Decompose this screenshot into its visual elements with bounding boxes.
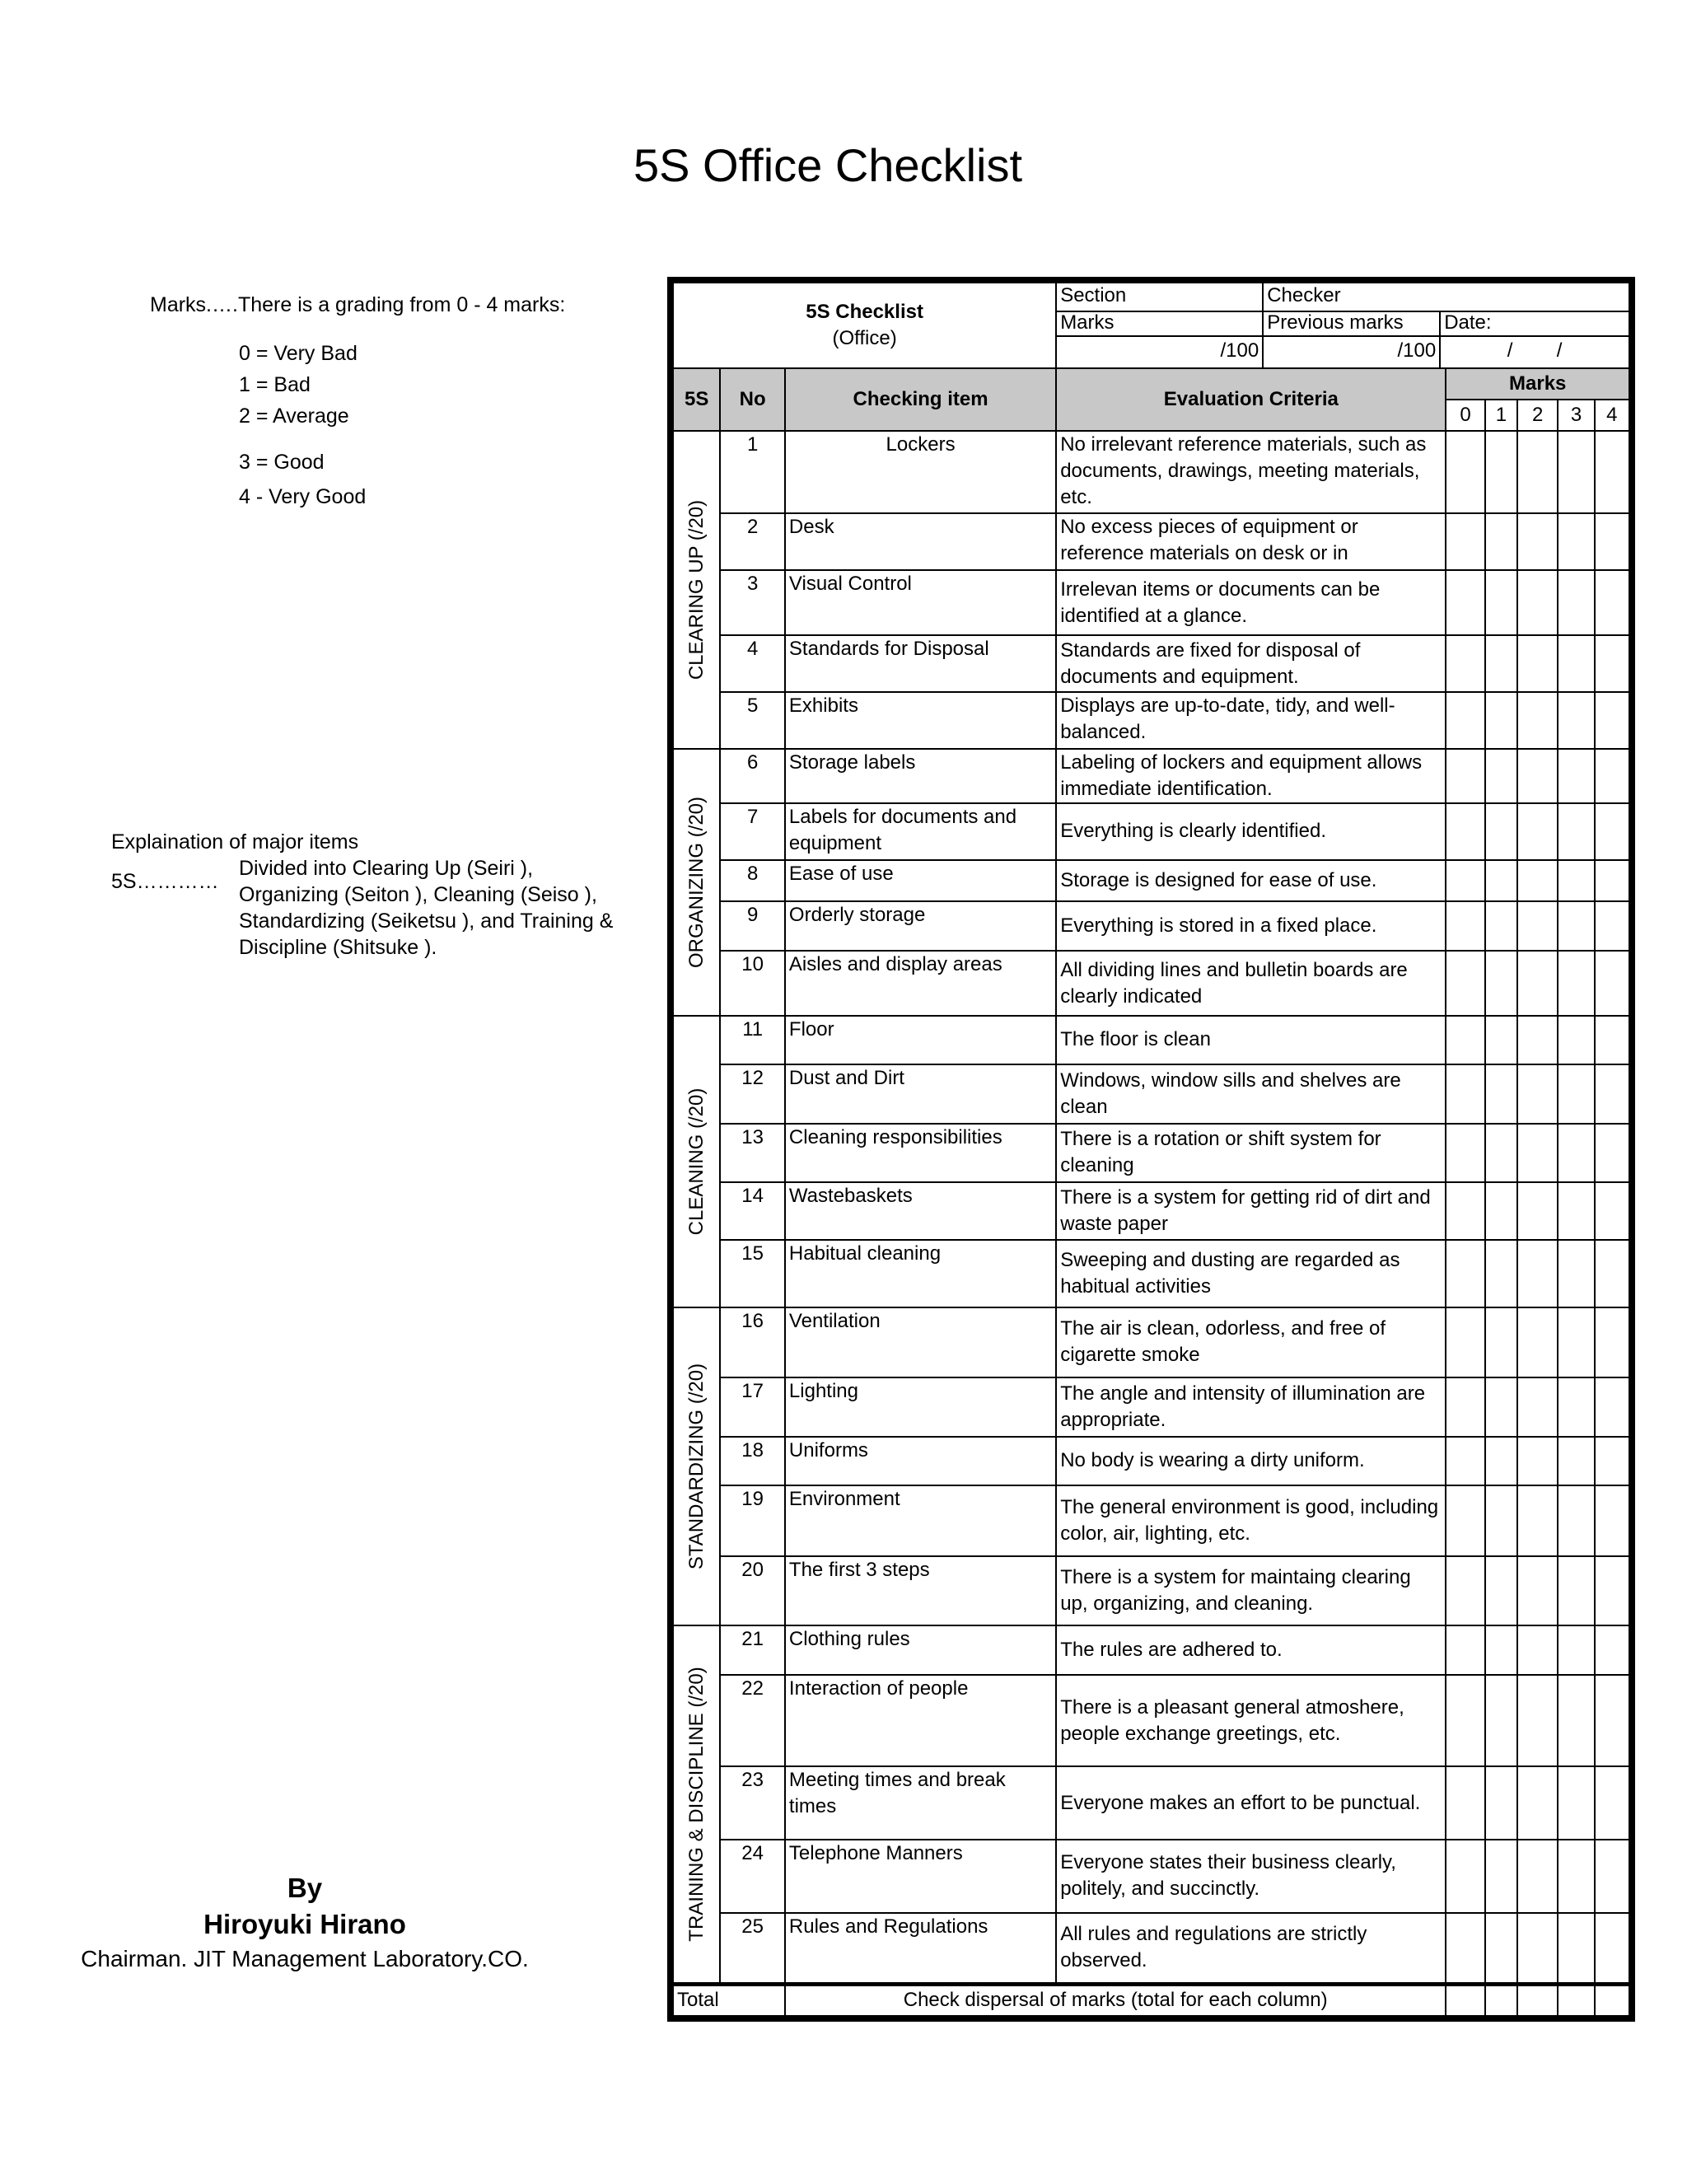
explanation-label: 5S………… xyxy=(111,870,219,893)
mark-cell-2[interactable] xyxy=(1517,1913,1558,1985)
previous-marks-value: /100 xyxy=(1263,336,1440,367)
checking-item: Ease of use xyxy=(785,860,1056,901)
mark-cell-2[interactable] xyxy=(1517,692,1558,749)
mark-cell-1[interactable] xyxy=(1485,1064,1517,1125)
marks-heading: Marks.….There is a grading from 0 - 4 marks: xyxy=(150,293,566,316)
mark-cell-4[interactable] xyxy=(1595,1437,1629,1485)
mark-cell-4[interactable] xyxy=(1595,1840,1629,1913)
checking-item-header: Checking item xyxy=(785,368,1056,432)
item-number: 17 xyxy=(720,1377,785,1438)
mark-cell-0[interactable] xyxy=(1446,635,1484,692)
mark-cell-4[interactable] xyxy=(1595,635,1629,692)
checklist-sheet xyxy=(667,277,1635,2022)
mark-cell-3[interactable] xyxy=(1558,1016,1594,1064)
evaluation-criteria: Everyone makes an effort to be punctual. xyxy=(1056,1766,1446,1840)
checklist-row xyxy=(673,1913,1629,1985)
evaluation-criteria: Storage is designed for ease of use. xyxy=(1056,860,1446,901)
box-subtitle: (Office) xyxy=(832,326,897,349)
checking-item: Uniforms xyxy=(785,1437,1056,1485)
author-byline xyxy=(49,1870,560,1976)
checklist-row xyxy=(673,1485,1629,1557)
box-title-cell xyxy=(673,283,1056,368)
mark-cell-1[interactable] xyxy=(1485,1840,1517,1913)
mark-cell-0[interactable] xyxy=(1446,1124,1484,1182)
evaluation-criteria: Standards are fixed for disposal of documents and equipment. xyxy=(1056,635,1446,692)
mark-cell-1[interactable] xyxy=(1485,1377,1517,1438)
mark-cell-4[interactable] xyxy=(1595,431,1629,513)
mark-cell-3[interactable] xyxy=(1558,1675,1594,1766)
mark-cell-4[interactable] xyxy=(1595,1766,1629,1840)
mark-cell-1[interactable] xyxy=(1485,803,1517,860)
mark-cell-3[interactable] xyxy=(1558,1124,1594,1182)
mark-cell-2[interactable] xyxy=(1517,1840,1558,1913)
marks-value: /100 xyxy=(1057,336,1263,367)
mark-cell-1[interactable] xyxy=(1485,951,1517,1016)
checklist-row xyxy=(673,431,1629,513)
mark-cell-1[interactable] xyxy=(1485,1307,1517,1377)
mark-cell-0[interactable] xyxy=(1446,570,1484,636)
mark-cell-2[interactable] xyxy=(1517,749,1558,804)
mark-cell-1[interactable] xyxy=(1485,1485,1517,1557)
mark-cell-0[interactable] xyxy=(1446,692,1484,749)
byline-by: By xyxy=(287,1873,323,1903)
evaluation-criteria: The floor is clean xyxy=(1056,1016,1446,1064)
mark-cell-4[interactable] xyxy=(1595,749,1629,804)
evaluation-criteria: Sweeping and dusting are regarded as habitual activities xyxy=(1056,1240,1446,1307)
checking-item: Wastebaskets xyxy=(785,1182,1056,1241)
checking-item: The first 3 steps xyxy=(785,1556,1056,1625)
mark-scale-2: 2 xyxy=(1517,400,1558,431)
mark-cell-2[interactable] xyxy=(1517,1556,1558,1625)
mark-cell-2[interactable] xyxy=(1517,431,1558,513)
checking-item: Cleaning responsibilities xyxy=(785,1124,1056,1182)
evaluation-criteria: No irrelevant reference materials, such as documents, drawings, meeting materials, etc. xyxy=(1056,431,1446,513)
mark-cell-0[interactable] xyxy=(1446,1377,1484,1438)
item-number: 11 xyxy=(720,1016,785,1064)
evaluation-criteria: Windows, window sills and shelves are clean xyxy=(1056,1064,1446,1125)
item-number: 7 xyxy=(720,803,785,860)
mark-cell-3[interactable] xyxy=(1558,1625,1594,1675)
mark-cell-3[interactable] xyxy=(1558,860,1594,901)
mark-cell-1[interactable] xyxy=(1485,1437,1517,1485)
mark-cell-4[interactable] xyxy=(1595,951,1629,1016)
explanation-text xyxy=(239,855,613,961)
mark-cell-3[interactable] xyxy=(1558,1485,1594,1557)
mark-cell-2[interactable] xyxy=(1517,1064,1558,1125)
mark-cell-0[interactable] xyxy=(1446,1437,1484,1485)
evaluation-criteria: No excess pieces of equipment or reference materials on desk or in xyxy=(1056,513,1446,570)
mark-cell-1[interactable] xyxy=(1485,1182,1517,1241)
evaluation-criteria: There is a system for getting rid of dirt and waste paper xyxy=(1056,1182,1446,1241)
evaluation-criteria: Labeling of lockers and equipment allows immediate identification. xyxy=(1056,749,1446,804)
mark-cell-2[interactable] xyxy=(1517,901,1558,951)
mark-cell-2[interactable] xyxy=(1517,803,1558,860)
evaluation-criteria: All dividing lines and bulletin boards are clearly indicated xyxy=(1056,951,1446,1016)
mark-cell-1[interactable] xyxy=(1485,1913,1517,1985)
total-label: Total xyxy=(673,1984,785,2016)
mark-cell-0[interactable] xyxy=(1446,1240,1484,1307)
mark-scale-0: 0 xyxy=(1446,400,1484,431)
mark-cell-3[interactable] xyxy=(1558,1556,1594,1625)
checking-item: Storage labels xyxy=(785,749,1056,804)
checking-item: Visual Control xyxy=(785,570,1056,636)
checking-item: Dust and Dirt xyxy=(785,1064,1056,1125)
evaluation-criteria: There is a system for maintaing clearing up, organizing, and cleaning. xyxy=(1056,1556,1446,1625)
item-number: 21 xyxy=(720,1625,785,1675)
mark-cell-0[interactable] xyxy=(1446,1485,1484,1557)
checklist-row xyxy=(673,635,1629,692)
mark-cell-0[interactable] xyxy=(1446,1064,1484,1125)
mark-cell-0[interactable] xyxy=(1446,1840,1484,1913)
scale-2: 2 = Average xyxy=(239,405,349,428)
checking-item: Meeting times and break times xyxy=(785,1766,1056,1840)
checklist-row xyxy=(673,1124,1629,1182)
author-role: Chairman. JIT Management Laboratory.CO. xyxy=(81,1946,529,1971)
mark-cell-1[interactable] xyxy=(1485,692,1517,749)
mark-cell-2[interactable] xyxy=(1517,1307,1558,1377)
item-number: 6 xyxy=(720,749,785,804)
checklist-row xyxy=(673,1240,1629,1307)
checklist-row xyxy=(673,1556,1629,1625)
mark-cell-2[interactable] xyxy=(1517,1016,1558,1064)
mark-cell-0[interactable] xyxy=(1446,1182,1484,1241)
mark-cell-4[interactable] xyxy=(1595,1556,1629,1625)
mark-cell-3[interactable] xyxy=(1558,803,1594,860)
mark-cell-2[interactable] xyxy=(1517,1182,1558,1241)
marks-header: Marks xyxy=(1446,368,1629,400)
date-label: Date: xyxy=(1440,311,1629,336)
checklist-row xyxy=(673,1625,1629,1675)
mark-cell-4[interactable] xyxy=(1595,1240,1629,1307)
mark-cell-2[interactable] xyxy=(1517,513,1558,570)
checking-item: Lighting xyxy=(785,1377,1056,1438)
mark-cell-1[interactable] xyxy=(1485,901,1517,951)
mark-cell-0[interactable] xyxy=(1446,749,1484,804)
mark-cell-0[interactable] xyxy=(1446,901,1484,951)
marks-scale xyxy=(239,338,366,512)
checking-item: Ventilation xyxy=(785,1307,1056,1377)
checking-item: Labels for documents and equipment xyxy=(785,803,1056,860)
mark-cell-1[interactable] xyxy=(1485,1675,1517,1766)
section-label: Section xyxy=(1057,283,1263,311)
category-1 xyxy=(673,431,720,748)
item-number: 25 xyxy=(720,1913,785,1985)
explanation-line: Discipline (Shitsuke ). xyxy=(239,936,437,959)
mark-cell-4[interactable] xyxy=(1595,1913,1629,1985)
mark-cell-4[interactable] xyxy=(1595,901,1629,951)
mark-cell-3[interactable] xyxy=(1558,635,1594,692)
mark-cell-4[interactable] xyxy=(1595,1307,1629,1377)
mark-cell-0[interactable] xyxy=(1446,1556,1484,1625)
mark-cell-4[interactable] xyxy=(1595,1675,1629,1766)
evaluation-criteria: All rules and regulations are strictly observed. xyxy=(1056,1913,1446,1985)
checking-item: Lockers xyxy=(785,431,1056,513)
total-cell-3[interactable] xyxy=(1558,1984,1594,2016)
evaluation-criteria: Displays are up-to-date, tidy, and well-balanced. xyxy=(1056,692,1446,749)
mark-cell-0[interactable] xyxy=(1446,431,1484,513)
no-header: No xyxy=(720,368,785,432)
mark-cell-3[interactable] xyxy=(1558,951,1594,1016)
mark-cell-1[interactable] xyxy=(1485,570,1517,636)
scale-0: 0 = Very Bad xyxy=(239,342,357,365)
checking-item: Exhibits xyxy=(785,692,1056,749)
total-note: Check dispersal of marks (total for each column) xyxy=(785,1984,1446,2016)
scale-3: 3 = Good xyxy=(239,451,325,474)
mark-cell-4[interactable] xyxy=(1595,570,1629,636)
mark-cell-0[interactable] xyxy=(1446,1675,1484,1766)
category-3 xyxy=(673,1016,720,1307)
explanation-heading: Explaination of major items xyxy=(111,830,359,853)
checklist-row xyxy=(673,1437,1629,1485)
mark-cell-3[interactable] xyxy=(1558,1240,1594,1307)
mark-cell-1[interactable] xyxy=(1485,860,1517,901)
scale-4: 4 - Very Good xyxy=(239,485,367,508)
mark-cell-2[interactable] xyxy=(1517,1766,1558,1840)
item-number: 9 xyxy=(720,901,785,951)
item-number: 8 xyxy=(720,860,785,901)
item-number: 16 xyxy=(720,1307,785,1377)
mark-cell-4[interactable] xyxy=(1595,1182,1629,1241)
mark-cell-3[interactable] xyxy=(1558,1377,1594,1438)
category-4 xyxy=(673,1307,720,1625)
mark-scale-4: 4 xyxy=(1595,400,1629,431)
total-cell-1[interactable] xyxy=(1485,1984,1517,2016)
mark-cell-2[interactable] xyxy=(1517,860,1558,901)
mark-cell-2[interactable] xyxy=(1517,1124,1558,1182)
checking-item: Telephone Manners xyxy=(785,1840,1056,1913)
checklist-row xyxy=(673,1307,1629,1377)
mark-cell-2[interactable] xyxy=(1517,1377,1558,1438)
category-label: ORGANIZING (/20) xyxy=(685,796,708,968)
item-number: 15 xyxy=(720,1240,785,1307)
total-cell-2[interactable] xyxy=(1517,1984,1558,2016)
box-title: 5S Checklist xyxy=(806,300,923,323)
evaluation-criteria: The general environment is good, including color, air, lighting, etc. xyxy=(1056,1485,1446,1557)
mark-cell-4[interactable] xyxy=(1595,1377,1629,1438)
checking-item: Environment xyxy=(785,1485,1056,1557)
mark-cell-3[interactable] xyxy=(1558,431,1594,513)
mark-cell-0[interactable] xyxy=(1446,803,1484,860)
checklist-row xyxy=(673,803,1629,860)
mark-cell-1[interactable] xyxy=(1485,1016,1517,1064)
checking-item: Rules and Regulations xyxy=(785,1913,1056,1985)
mark-scale-3: 3 xyxy=(1558,400,1594,431)
item-number: 12 xyxy=(720,1064,785,1125)
mark-cell-1[interactable] xyxy=(1485,431,1517,513)
mark-cell-2[interactable] xyxy=(1517,1240,1558,1307)
mark-cell-2[interactable] xyxy=(1517,1625,1558,1675)
category-label: CLEANING (/20) xyxy=(685,1087,708,1236)
mark-cell-4[interactable] xyxy=(1595,1016,1629,1064)
mark-cell-2[interactable] xyxy=(1517,951,1558,1016)
mark-cell-3[interactable] xyxy=(1558,1840,1594,1913)
category-label: TRAINING & DISCIPLINE (/20) xyxy=(685,1667,708,1942)
evaluation-criteria: Everything is clearly identified. xyxy=(1056,803,1446,860)
criteria-header: Evaluation Criteria xyxy=(1056,368,1446,432)
mark-cell-4[interactable] xyxy=(1595,803,1629,860)
checklist-row xyxy=(673,860,1629,901)
mark-cell-1[interactable] xyxy=(1485,635,1517,692)
checklist-row xyxy=(673,1766,1629,1840)
mark-cell-0[interactable] xyxy=(1446,1766,1484,1840)
mark-cell-4[interactable] xyxy=(1595,860,1629,901)
evaluation-criteria: There is a pleasant general atmoshere, people exchange greetings, etc. xyxy=(1056,1675,1446,1766)
mark-cell-1[interactable] xyxy=(1485,513,1517,570)
item-number: 23 xyxy=(720,1766,785,1840)
item-number: 3 xyxy=(720,570,785,636)
meta-block xyxy=(1056,283,1629,368)
evaluation-criteria: The air is clean, odorless, and free of cigarette smoke xyxy=(1056,1307,1446,1377)
evaluation-criteria: Irrelevan items or documents can be identified at a glance. xyxy=(1056,570,1446,636)
mark-cell-2[interactable] xyxy=(1517,1675,1558,1766)
evaluation-criteria: No body is wearing a dirty uniform. xyxy=(1056,1437,1446,1485)
checklist-row xyxy=(673,570,1629,636)
checklist-table xyxy=(672,282,1630,2017)
checklist-row xyxy=(673,513,1629,570)
item-number: 18 xyxy=(720,1437,785,1485)
mark-cell-1[interactable] xyxy=(1485,1766,1517,1840)
category-2 xyxy=(673,749,720,1017)
category-label: CLEARING UP (/20) xyxy=(685,499,708,680)
5s-header: 5S xyxy=(673,368,720,432)
item-number: 5 xyxy=(720,692,785,749)
mark-cell-2[interactable] xyxy=(1517,570,1558,636)
mark-cell-3[interactable] xyxy=(1558,1182,1594,1241)
mark-cell-4[interactable] xyxy=(1595,1485,1629,1557)
marks-info xyxy=(150,292,565,318)
evaluation-criteria: There is a rotation or shift system for cleaning xyxy=(1056,1124,1446,1182)
mark-cell-0[interactable] xyxy=(1446,1625,1484,1675)
mark-cell-2[interactable] xyxy=(1517,635,1558,692)
mark-cell-3[interactable] xyxy=(1558,1064,1594,1125)
checklist-row xyxy=(673,1377,1629,1438)
mark-cell-4[interactable] xyxy=(1595,1124,1629,1182)
mark-cell-4[interactable] xyxy=(1595,1625,1629,1675)
category-5 xyxy=(673,1625,720,1984)
checklist-row xyxy=(673,1016,1629,1064)
mark-cell-0[interactable] xyxy=(1446,1307,1484,1377)
checklist-row xyxy=(673,692,1629,749)
mark-cell-1[interactable] xyxy=(1485,1625,1517,1675)
mark-cell-3[interactable] xyxy=(1558,570,1594,636)
mark-cell-2[interactable] xyxy=(1517,1437,1558,1485)
item-number: 19 xyxy=(720,1485,785,1557)
item-number: 22 xyxy=(720,1675,785,1766)
explanation-line: Divided into Clearing Up (Seiri ), xyxy=(239,857,534,880)
evaluation-criteria: The angle and intensity of illumination are appropriate. xyxy=(1056,1377,1446,1438)
mark-cell-3[interactable] xyxy=(1558,692,1594,749)
checking-item: Desk xyxy=(785,513,1056,570)
item-number: 10 xyxy=(720,951,785,1016)
mark-cell-2[interactable] xyxy=(1517,1485,1558,1557)
item-number: 4 xyxy=(720,635,785,692)
mark-cell-1[interactable] xyxy=(1485,749,1517,804)
checklist-row xyxy=(673,1675,1629,1766)
checklist-row xyxy=(673,1064,1629,1125)
mark-cell-1[interactable] xyxy=(1485,1240,1517,1307)
checking-item: Clothing rules xyxy=(785,1625,1056,1675)
item-number: 14 xyxy=(720,1182,785,1241)
checklist-row xyxy=(673,749,1629,804)
checklist-row xyxy=(673,1840,1629,1913)
item-number: 1 xyxy=(720,431,785,513)
mark-cell-3[interactable] xyxy=(1558,1913,1594,1985)
checking-item: Interaction of people xyxy=(785,1675,1056,1766)
category-label: STANDARDIZING (/20) xyxy=(685,1363,708,1570)
mark-cell-0[interactable] xyxy=(1446,1016,1484,1064)
explanation-line: Organizing (Seiton ), Cleaning (Seiso ), xyxy=(239,883,597,906)
total-cell-4[interactable] xyxy=(1595,1984,1629,2016)
item-number: 24 xyxy=(720,1840,785,1913)
item-number: 2 xyxy=(720,513,785,570)
evaluation-criteria: The rules are adhered to. xyxy=(1056,1625,1446,1675)
mark-cell-4[interactable] xyxy=(1595,692,1629,749)
mark-cell-1[interactable] xyxy=(1485,1556,1517,1625)
date-value: / / xyxy=(1507,339,1563,362)
mark-cell-0[interactable] xyxy=(1446,513,1484,570)
mark-cell-3[interactable] xyxy=(1558,1307,1594,1377)
mark-cell-1[interactable] xyxy=(1485,1124,1517,1182)
mark-cell-0[interactable] xyxy=(1446,860,1484,901)
item-number: 20 xyxy=(720,1556,785,1625)
mark-scale-1: 1 xyxy=(1485,400,1517,431)
checker-label: Checker xyxy=(1263,283,1629,311)
checklist-row xyxy=(673,951,1629,1016)
checking-item: Aisles and display areas xyxy=(785,951,1056,1016)
evaluation-criteria: Everyone states their business clearly, politely, and succinctly. xyxy=(1056,1840,1446,1913)
checking-item: Habitual cleaning xyxy=(785,1240,1056,1307)
evaluation-criteria: Everything is stored in a fixed place. xyxy=(1056,901,1446,951)
marks-label: Marks xyxy=(1057,311,1263,336)
page-title: 5S Office Checklist xyxy=(633,139,1023,191)
checking-item: Standards for Disposal xyxy=(785,635,1056,692)
mark-cell-3[interactable] xyxy=(1558,749,1594,804)
checklist-row xyxy=(673,901,1629,951)
mark-cell-3[interactable] xyxy=(1558,1766,1594,1840)
item-number: 13 xyxy=(720,1124,785,1182)
checklist-row xyxy=(673,1182,1629,1241)
previous-marks-label: Previous marks xyxy=(1263,311,1440,336)
mark-cell-3[interactable] xyxy=(1558,513,1594,570)
author-name: Hiroyuki Hirano xyxy=(203,1909,406,1939)
checking-item: Orderly storage xyxy=(785,901,1056,951)
mark-cell-3[interactable] xyxy=(1558,901,1594,951)
mark-cell-3[interactable] xyxy=(1558,1437,1594,1485)
explanation-line: Standardizing (Seiketsu ), and Training & xyxy=(239,910,614,933)
total-cell-0[interactable] xyxy=(1446,1984,1484,2016)
mark-cell-0[interactable] xyxy=(1446,1913,1484,1985)
checking-item: Floor xyxy=(785,1016,1056,1064)
scale-1: 1 = Bad xyxy=(239,373,311,396)
mark-cell-0[interactable] xyxy=(1446,951,1484,1016)
mark-cell-4[interactable] xyxy=(1595,513,1629,570)
mark-cell-4[interactable] xyxy=(1595,1064,1629,1125)
